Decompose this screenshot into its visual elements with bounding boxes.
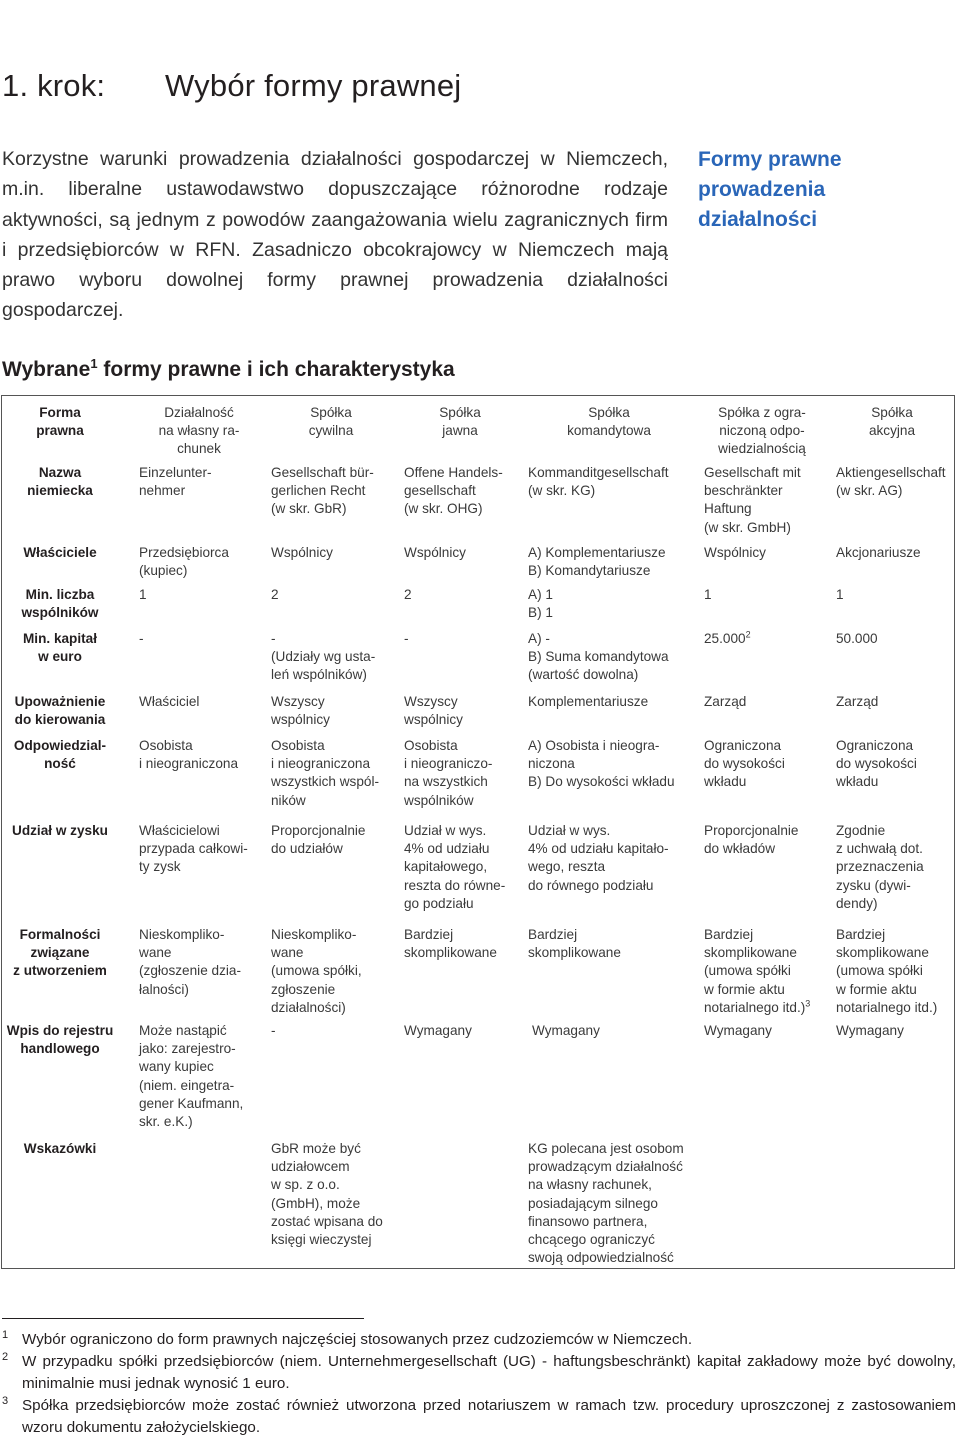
intro-paragraph: Korzystne warunki prowadzenia działalności gospodarczej w Niemczech, m.in. liberalne ustawodawstwo dopuszczające różnorodne rodzaje aktywności, są jednym z powodów zaangażowania wielu zagranicznych firm i przedsiębiorców w RFN. Zasadniczo obcokrajowcy w Niemczech mają prawo wyboru dowolnej formy prawnej prowadzenia działalności gospodarczej.	[2, 148, 668, 322]
table-cell: Zarząd	[704, 694, 747, 709]
table-cell: Proporcjonalnie do wkładów	[704, 823, 799, 857]
form-header-cell: Spółka cywilna	[308, 405, 354, 439]
footnote-ref: 3	[805, 998, 811, 1009]
row-label-wskazowki: Wskazówki	[23, 1141, 97, 1156]
footnote	[2, 1351, 956, 1394]
footnote	[2, 1329, 956, 1351]
table-cell: -	[139, 631, 144, 646]
table-cell: Zgodnie z uchwałą dot. przeznaczenia zysku (dywi- dendy)	[836, 823, 924, 911]
table-cell: Einzelunter- nehmer	[139, 465, 212, 499]
table-cell: Komplementariusze	[528, 694, 649, 709]
table-cell: Gesellschaft bür- gerlichen Recht (w skr. GbR)	[271, 465, 374, 517]
table-cell: Wszyscy wspólnicy	[404, 694, 463, 728]
table-cell: Wymagany	[404, 1023, 472, 1038]
table-cell: 1	[139, 587, 147, 602]
table-cell: Udział w wys. 4% od udziału kapitało- wego, reszta do równego podziału	[528, 823, 669, 893]
table-cell: A) Osobista i nieogra- niczona B) Do wysokości wkładu	[528, 738, 675, 790]
table-cell: Może nastąpić jako: zarejestro- wany kupiec (niem. eingetra- gener Kaufmann, skr. e.K.)	[139, 1023, 244, 1130]
table-cell: Bardziej skomplikowane (umowa spółki w formie aktu notarialnego itd.)	[836, 927, 938, 1015]
row-label-forma: Forma prawna	[36, 405, 84, 439]
table-cell: Wspólnicy	[404, 545, 466, 560]
table-heading-footnote-ref: 1	[90, 356, 98, 371]
footnote-text: Wybór ograniczono do form prawnych najczęściej stosowanych przez cudzoziemców w Niemczech.	[22, 1331, 693, 1348]
table-cell: GbR może być udziałowcem w sp. z o.o. (GmbH), może zostać wpisana do księgi wieczystej	[271, 1141, 383, 1248]
footnote-number: 3	[2, 1395, 9, 1407]
table-cell: KG polecana jest osobom prowadzącym działalność na własny rachunek, posiadającym silnego finansowo partnera, chcącego ograniczyć swoją odpowiedzialność	[528, 1141, 684, 1266]
table-cell: Nieskompliko- wane (umowa spółki, zgłoszenie działalności)	[271, 927, 362, 1015]
table-cell: Ograniczona do wysokości wkładu	[836, 738, 917, 790]
table-cell: -	[271, 1023, 276, 1038]
table-cell: Wszyscy wspólnicy	[271, 694, 330, 728]
row-label-min-kapital: Min. kapitał w euro	[22, 631, 98, 665]
row-label-formalnosci: Formalności związane z utworzeniem	[13, 927, 107, 979]
table-cell: Bardziej skomplikowane	[404, 927, 497, 961]
table-cell: Zarząd	[836, 694, 879, 709]
form-header-cell: Spółka komandytowa	[567, 405, 651, 439]
table-cell: Offene Handels- gesellschaft (w skr. OHG)	[404, 465, 503, 517]
form-header-cell: Działalność na własny ra- chunek	[158, 405, 240, 457]
table-cell: Przedsiębiorca (kupiec)	[139, 545, 229, 579]
table-cell: A) Komplementariusze B) Komandytariusze	[528, 545, 666, 579]
table-cell: Osobista i nieograniczona	[139, 738, 238, 772]
form-header-cell: Spółka akcyjna	[868, 405, 916, 439]
table-cell: Kommanditgesellschaft (w skr. KG)	[528, 465, 669, 499]
row-label-odpowiedzialnosc: Odpowiedzial- ność	[13, 738, 107, 772]
table-heading-rest: formy prawne i ich charakterystyka	[97, 358, 455, 381]
form-header-cell: Spółka jawna	[439, 405, 481, 439]
table-cell	[704, 926, 810, 1017]
table-cell: Osobista i nieograniczo- na wszystkich wspólników	[404, 738, 493, 808]
table-cell: Wspólnicy	[704, 545, 766, 560]
table-cell: Wymagany	[836, 1023, 904, 1038]
table-cell	[704, 630, 751, 648]
table-cell: 1	[836, 587, 844, 602]
table-heading	[2, 358, 455, 382]
table-heading-text: Wybrane	[2, 358, 91, 381]
form-header-cell: Spółka z ogra- niczoną odpo- wiedzialnością	[718, 405, 806, 457]
page-title	[2, 68, 462, 104]
table-cell: Wymagany	[532, 1023, 600, 1038]
table-cell: A) 1 B) 1	[528, 587, 553, 621]
table-cell: Aktiengesellschaft (w skr. AG)	[836, 465, 946, 499]
table-cell: Właściciel	[139, 694, 200, 709]
table-cell: Akcjonariusze	[836, 545, 921, 560]
formalities-text: Bardziej skomplikowane (umowa spółki w formie aktu notarialnego itd.)	[704, 927, 806, 1015]
row-label-wpis: Wpis do rejestru handlowego	[6, 1023, 114, 1057]
table-cell: Wymagany	[704, 1023, 772, 1038]
table-cell: Osobista i nieograniczona wszystkich wspól- ników	[271, 738, 380, 808]
table-cell: Proporcjonalnie do udziałów	[271, 823, 366, 857]
table-cell: Bardziej skomplikowane	[528, 927, 621, 961]
capital-value: 25.000	[704, 631, 746, 646]
table-cell: Nieskompliko- wane (zgłoszenie dzia- łalności)	[139, 927, 241, 997]
table-cell: Wspólnicy	[271, 545, 333, 560]
table-cell: 50.000	[836, 631, 878, 646]
table-cell: 2	[404, 587, 412, 602]
side-heading: Formy prawne prowadzenia działalności	[698, 148, 842, 231]
table-cell: -	[404, 631, 409, 646]
table-cell: 2	[271, 587, 279, 602]
table-cell: 1	[704, 587, 712, 602]
footnote-text: Spółka przedsiębiorców może zostać również utworzona przed notariuszem w ramach tzw. procedury uproszczonej z zastosowaniem wzoru dokumentu założycielskiego.	[22, 1397, 956, 1436]
row-label-udzial: Udział w zysku	[12, 823, 108, 838]
table-cell: A) - B) Suma komandytowa (wartość dowolna)	[528, 631, 669, 683]
footnote-number: 2	[2, 1351, 9, 1363]
row-label-wlasciciele: Właściciele	[23, 545, 97, 560]
footnote-number: 1	[2, 1329, 9, 1341]
row-label-nazwa: Nazwa niemiecka	[27, 465, 93, 499]
footnote-text: W przypadku spółki przedsiębiorców (niem. Unternehmergesellschaft (UG) - haftungsbeschränkt) kapitał zakładowy może być dowolny, minimalnie musi jednak wynosić 1 euro.	[22, 1353, 956, 1392]
row-label-upowaznienie: Upoważnienie do kierowania	[14, 694, 106, 728]
table-cell: Gesellschaft mit beschränkter Haftung (w skr. GmbH)	[704, 465, 801, 535]
table-cell: Właścicielowi przypada całkowi- ty zysk	[139, 823, 248, 875]
table-cell: - (Udziały wg usta- leń wspólników)	[271, 631, 376, 683]
footnote-ref: 2	[745, 629, 751, 640]
row-label-min-liczba: Min. liczba wspólników	[21, 587, 99, 621]
table-cell: Udział w wys. 4% od udziału kapitałowego, reszta do równe- go podziału	[404, 823, 506, 911]
table-cell: Ograniczona do wysokości wkładu	[704, 738, 785, 790]
step-number: 1. krok:	[2, 68, 106, 103]
footnote	[2, 1395, 956, 1438]
step-name: Wybór formy prawnej	[165, 68, 462, 103]
footnote-divider	[2, 1318, 364, 1319]
